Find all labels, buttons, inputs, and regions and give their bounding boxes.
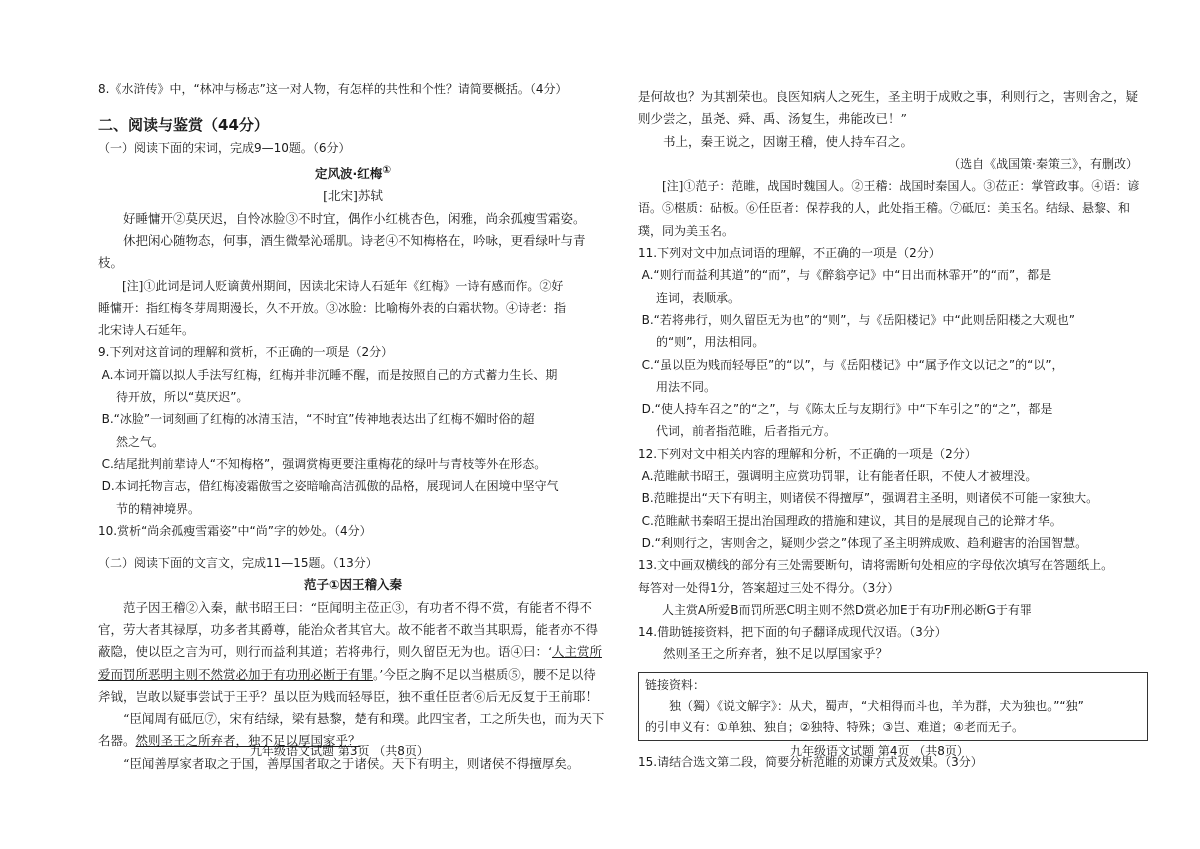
q11-c-line2: 用法不同。 <box>656 379 717 394</box>
q11-d-line1: D.“使人持车召之”的“之”，与《陈太丘与友期行》中“下车引之”的“之”，都是 <box>641 402 1053 417</box>
footer-page-3: 九年级语文试题 第3页 （共8页） <box>250 744 429 758</box>
prose-p1-text: 范子因王稽②入秦，献书昭王曰：“臣闻明主莅正③，有功者不得不赏，有能者不得不官，劳大者其禄厚，功多者其爵尊，能治众者其官大。故不能者不敢当其职焉，能者亦不得蔽隐，使以臣之言为可，则行而益利其道；若将弗行，则久留臣无为也。语④曰：‘ <box>98 599 599 660</box>
section-heading: 二、阅读与鉴赏（44分） <box>98 116 269 135</box>
page-3 <box>98 78 608 775</box>
question-10: 10.赏析“尚余孤瘦雪霜姿”中“尚”字的妙处。（4分） <box>98 523 372 538</box>
question-13-line2: 每答对一处得1分，答案超过三处不得分。（3分） <box>638 580 900 595</box>
q9-option-b <box>98 408 608 453</box>
question-14: 14.借助链接资料，把下面的句子翻译成现代汉语。（3分） <box>638 625 947 640</box>
q12-option-c: C.范睢献书秦昭王提出治国理政的措施和建议，其目的是展现自己的论辩才华。 <box>641 513 1062 528</box>
link-material-box <box>638 672 1148 741</box>
prose-p2-text: “臣闻周有砥厄⑦，宋有结绿，梁有悬黎，楚有和璞。此四宝者，工之所失也，而为天下名器。 <box>98 711 605 749</box>
question-13: 13.文中画双横线的部分有三处需要断句，请将需断句处相应的字母依次填写在答题纸上。 <box>638 558 1114 573</box>
poem-title <box>98 159 608 185</box>
q11-b-line2: 的“则”，用法相同。 <box>656 335 765 350</box>
q11-option-b <box>638 309 1148 354</box>
poem-title-text: 定风波·红梅 <box>314 166 383 182</box>
q11-a-line1: A.“则行而益利其道”的“而”，与《醉翁亭记》中“日出而林霏开”的“而”，都是 <box>641 268 1052 283</box>
source-citation: （选自《战国策·秦策三》，有删改） <box>948 156 1138 171</box>
poem-note-3: 北宋诗人石延年。 <box>98 323 195 338</box>
prose-p1-rest: 。’今臣之胸不足以当椹质⑤，腰不足以待斧钺，岂敢以疑事尝试于王乎？虽以臣为贱而轻辱臣，独不重任臣者⑥后无反复于王前耶！ <box>98 666 599 704</box>
link-material-title: 链接资料： <box>645 677 706 692</box>
q9-option-d <box>98 475 608 520</box>
q11-a-line2: 连词，表顺承。 <box>656 290 741 305</box>
poem-note-1: [注]①此词是词人贬谪黄州期间，因读北宋诗人石延年《红梅》一诗有感而作。②好 <box>122 278 564 293</box>
question-12: 12.下列对文中相关内容的理解和分析，不正确的一项是（2分） <box>638 446 977 461</box>
footer-page-4: 九年级语文试题 第4页 （共8页） <box>790 744 969 758</box>
poem-line-1: 好睡慵开②莫厌迟，自怜冰脸③不时宜，偶作小红桃杏色，闲雅，尚余孤瘦雪霜姿。 <box>123 210 586 226</box>
prose-paragraph-3: “臣闻善厚家者取之于国，善厚国者取之于诸侯。天下有明主，则诸侯不得擅厚矣。 <box>123 755 580 771</box>
poem-note-2: 睡慵开：指红梅冬芽周期漫长，久不开放。③冰脸：比喻梅外表的白霜状物。④诗老：指 <box>98 300 567 315</box>
page-4 <box>638 86 1148 773</box>
prose-ending: 书上，秦王说之，因谢王稽，使人持车召之。 <box>663 133 914 149</box>
part1-intro: （一）阅读下面的宋词，完成9—10题。（6分） <box>98 140 351 155</box>
question-15: 15.请结合选文第二段，简要分析范睢的劝谏方式及效果。（3分） <box>638 754 983 769</box>
prose-notes: [注]①范子：范睢，战国时魏国人。②王稽：战国时秦国人。③莅正：掌管政事。④语：谚语。⑤椹质：砧板。⑥任臣者：保荐我的人，此处指王稽。⑦砥厄：美玉名。结绿、悬黎、和璞，同为美玉名。 <box>638 179 1140 238</box>
q9-a-line2: 待开放，所以“莫厌迟”。 <box>116 390 249 405</box>
link-material-line-2: 的引申义有：①单独、独自；②独特、特殊；③岂、难道；④老而无子。 <box>645 719 1025 734</box>
q11-c-line1: C.“虽以臣为贱而轻辱臣”的“以”，与《岳阳楼记》中“属予作文以记之”的“以”， <box>641 357 1064 372</box>
q9-option-c: C.结尾批判前辈诗人“不知梅格”，强调赏梅更要注重梅花的绿叶与青枝等外在形态。 <box>101 456 547 471</box>
q12-option-d: D.“利则行之，害则舍之，疑则少尝之”体现了圣主明辨成败、趋利避害的治国智慧。 <box>641 535 1088 550</box>
q11-option-c <box>638 354 1148 399</box>
prose-p2-underlined: 然则圣王之所弃者，独不足以厚国家乎？ <box>135 733 361 749</box>
q11-option-d <box>638 398 1148 443</box>
q9-a-line1: A.本词开篇以拟人手法写红梅，红梅并非沉睡不醒，而是按照自己的方式蓄力生长、期 <box>101 367 558 382</box>
q11-b-line1: B.“若将弗行，则久留臣无为也”的“则”，与《岳阳楼记》中“此则岳阳楼之大观也” <box>641 312 1075 327</box>
q11-option-a <box>638 264 1148 309</box>
question-14-sentence: 然则圣王之所弃者，独不足以厚国家乎？ <box>663 646 889 662</box>
prose-title: 范子①因王稽入秦 <box>303 577 403 593</box>
link-material-line-1: 独（獨）《说文解字》：从犬，蜀声，“犬相得而斗也，羊为群，犬为独也。”“独” <box>669 698 1084 713</box>
poem-title-note: ① <box>382 163 392 176</box>
question-11: 11.下列对文中加点词语的理解，不正确的一项是（2分） <box>638 246 941 261</box>
question-8: 8.《水浒传》中，“林冲与杨志”这一对人物，有怎样的共性和个性？请简要概括。（4分） <box>98 82 568 96</box>
q11-d-line2: 代词，前者指范睢，后者指元方。 <box>656 424 837 439</box>
q12-option-a: A.范睢献书昭王，强调明主应赏功罚罪，让有能者任职，不使人才被埋没。 <box>641 469 1038 484</box>
poem-line-2: 休把闲心随物态，何事，酒生微晕沁瑶肌。诗老④不知梅格在，吟咏，更看绿叶与青枝。 <box>98 232 586 271</box>
q12-option-b: B.范睢提出“天下有明主，则诸侯不得擅厚”，强调君主圣明，则诸侯不可能一家独大。 <box>641 491 1099 506</box>
prose-paragraph-1 <box>98 597 608 708</box>
question-13-sentence: 人主赏A所爱B而罚所恶C明主则不然D赏必加E于有功F刑必断G于有罪 <box>662 602 1032 617</box>
prose-p3-continued: 是何故也？为其割荣也。良医知病人之死生，圣主明于成败之事，利则行之，害则舍之，疑则少尝之，虽尧、舜、禹、汤复生，弗能改已！” <box>638 89 1139 127</box>
q9-b-line1: B.“冰脸”一词刻画了红梅的冰清玉洁，“不时宜”传神地表达出了红梅不媚时俗的超 <box>101 412 535 427</box>
part2-intro: （二）阅读下面的文言文，完成11—15题。（13分） <box>98 556 378 571</box>
q9-d-line2: 节的精神境界。 <box>116 501 201 516</box>
q9-option-a <box>98 364 608 409</box>
prose-p1-underlined: 人主赏所爱而罚所恶明主则不然赏必加于有功刑必断于有罪 <box>98 644 602 682</box>
q9-d-line1: D.本词托物言志，借红梅凌霜傲雪之姿暗喻高洁孤傲的品格，展现词人在困境中坚守气 <box>101 479 559 494</box>
poem-author: [北宋]苏轼 <box>323 188 383 204</box>
question-9: 9.下列对这首词的理解和赏析，不正确的一项是（2分） <box>98 345 394 360</box>
q9-b-line2: 然之气。 <box>116 434 165 449</box>
